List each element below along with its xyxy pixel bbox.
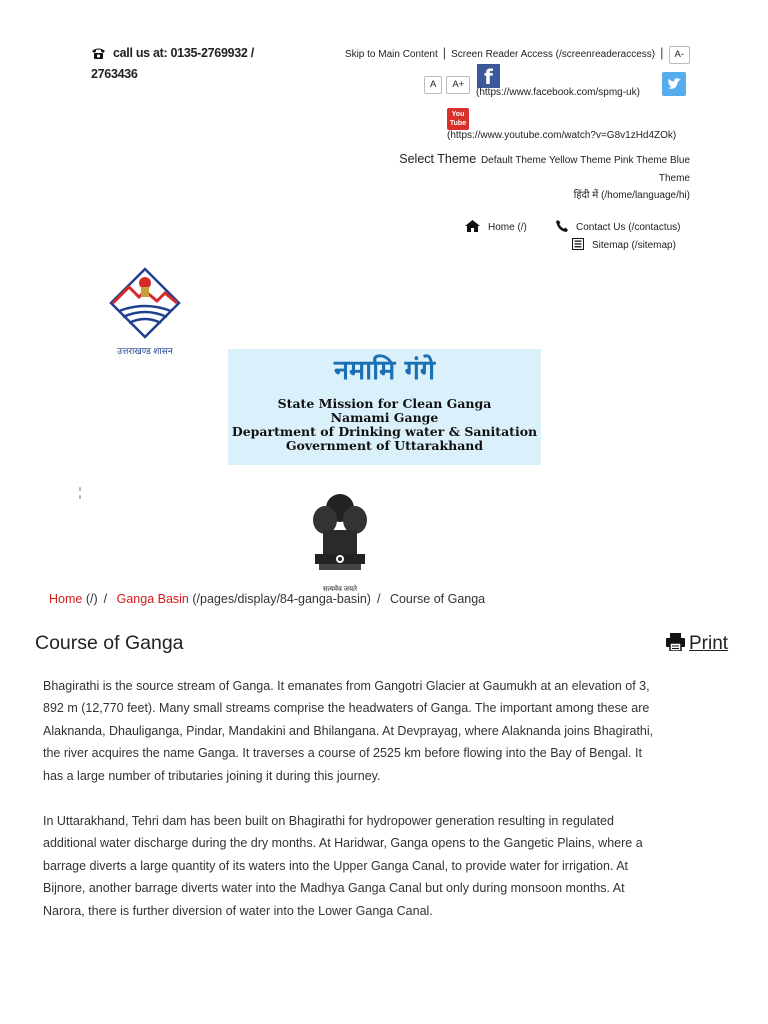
breadcrumb-current: Course of Ganga (389, 592, 486, 606)
theme-default[interactable]: Default Theme (480, 155, 547, 166)
theme-yellow[interactable]: Yellow Theme (548, 155, 612, 166)
uttarakhand-caption: उत्तराखण्ड शासन (117, 346, 173, 356)
content-paragraph: Bhagirathi is the source stream of Ganga. It emanates from Gangotri Glacier at Gaumukh at an elevation of 3, 892 m (12,770 feet). Many small streams comprise the headwaters of Ganga. The important among these are Alaknanda, Dhauliganga, Pindar, Mandakini and Bhilangana. At Devprayag, where Alaknanda joins Bhagirathi, the river acquires the name Ganga. It traverses a course of 2525 km before flowing into the Bay of Bengal. It has a large number of tributaries joining it during this journey. (43, 679, 654, 783)
emblem-caption: सत्यमेव जयते (322, 586, 358, 593)
nav-sitemap-label: Sitemap (/sitemap) (592, 240, 676, 251)
font-increase-button[interactable]: A+ (446, 76, 470, 94)
content-paragraph: In Uttarakhand, Tehri dam has been built on Bhagirathi for hydropower generation resulting in regulated additional water discharge during the dry months. At Haridwar, Ganga opens to the Gangetic Plains, where a barrage diverts a large quantity of its waters into the Upper Ganga Canal, to provide water for irrigation. At Bijnore, another barrage diverts water into the Madhya Ganga Canal but only during monsoon months. At Narora, there is further diversion of water into the Lower Ganga Canal. (43, 814, 643, 918)
uttarakhand-logo[interactable] (105, 267, 185, 356)
nav-contact[interactable] (556, 220, 680, 235)
facebook-link[interactable]: (https://www.facebook.com/spmg-uk) (476, 87, 640, 98)
divider: | (660, 45, 664, 60)
nav-contact-label: Contact Us (/contactus) (576, 222, 681, 233)
print-button[interactable] (666, 633, 728, 657)
font-size-controls (424, 74, 474, 94)
banner-line: Department of Drinking water & Sanitation (231, 424, 538, 439)
font-normal-button[interactable]: A (424, 76, 442, 94)
banner-line: State Mission for Clean Ganga (277, 396, 492, 411)
phone-icon (556, 220, 568, 235)
theme-pink[interactable]: Pink Theme (614, 155, 668, 166)
breadcrumb (49, 592, 485, 606)
facebook-icon[interactable]: f (477, 64, 500, 88)
breadcrumb-separator: / (376, 592, 381, 606)
theme-selector (390, 150, 690, 188)
breadcrumb-home[interactable]: Home (49, 592, 83, 606)
hindi-language-link[interactable]: हिंदी में (/home/language/hi) (573, 190, 690, 201)
nav-sitemap[interactable] (572, 238, 676, 253)
print-label: Print (689, 633, 729, 654)
nav-home[interactable] (465, 220, 527, 235)
page-title: Course of Ganga (35, 632, 184, 654)
sitemap-icon (572, 238, 584, 253)
decorative-marks: ॥ ॥ (78, 487, 82, 501)
screen-reader-link[interactable]: Screen Reader Access (/screenreaderaccess) (451, 49, 656, 60)
phone-icon (91, 46, 107, 65)
breadcrumb-separator: / (103, 592, 108, 606)
namami-gange-wordmark: नमामि गंगे (333, 355, 436, 386)
main-content (43, 675, 663, 945)
youtube-link[interactable]: (https://www.youtube.com/watch?v=G8v1zHd4ZOk) (447, 130, 677, 141)
youtube-icon[interactable]: You Tube (447, 108, 469, 130)
select-theme-label: Select Theme (399, 152, 477, 166)
theme-blue[interactable]: Blue Theme (658, 155, 690, 184)
accessibility-bar (345, 45, 690, 64)
breadcrumb-home-path: (/) (85, 592, 98, 606)
national-emblem (305, 490, 375, 592)
printer-icon (666, 633, 685, 657)
skip-to-main-link[interactable]: Skip to Main Content (344, 49, 438, 60)
home-icon (465, 220, 480, 235)
banner-line: Government of Uttarakhand (285, 438, 484, 453)
font-decrease-button[interactable]: A- (669, 46, 691, 64)
breadcrumb-ganga-basin[interactable]: Ganga Basin (116, 592, 189, 606)
breadcrumb-ganga-basin-path: (/pages/display/84-ganga-basin) (192, 592, 371, 606)
divider: | (442, 45, 447, 60)
banner-line: Namami Gange (330, 410, 439, 425)
banner-text (228, 397, 541, 453)
twitter-icon[interactable] (662, 72, 686, 96)
phone-contact (91, 44, 291, 84)
namami-gange-banner[interactable] (228, 349, 541, 465)
phone-text: call us at: 0135-2769932 / 2763436 (91, 46, 254, 81)
nav-home-label: Home (/) (488, 222, 527, 233)
